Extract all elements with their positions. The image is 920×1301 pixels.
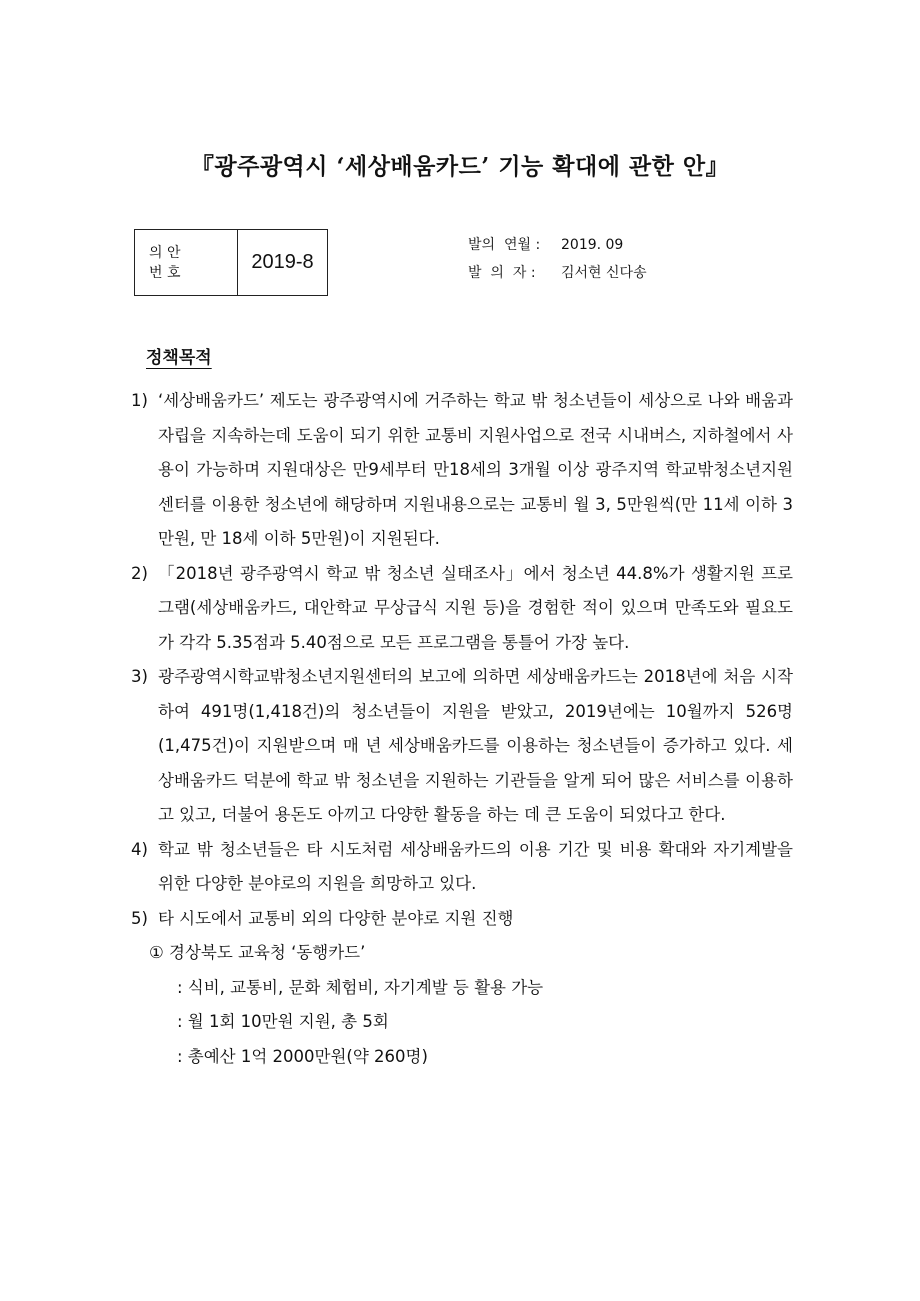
item-text: 타 시도에서 교통비 외의 다양한 분야로 지원 진행 [158,908,514,928]
bill-number-value: 2019-8 [251,251,314,273]
list-item [131,902,793,937]
item-number: 4) [131,839,148,859]
bill-number-label [135,230,238,295]
proposal-date-row [468,231,647,259]
list-item [131,384,793,557]
sub-item-detail: : 총예산 1억 2000만원(약 260명) [177,1046,428,1066]
proposer-value: 김서현 신다송 [561,265,647,281]
item-number: 5) [131,908,148,928]
list-item [131,557,793,661]
proposal-meta [468,231,647,287]
section-heading: 정책목적 [146,348,212,368]
item-number: 3) [131,667,148,686]
sub-item-detail: : 월 1회 10만원 지원, 총 5회 [177,1012,389,1031]
proposer-row [468,259,647,287]
proposal-date-value: 2019. 09 [561,237,624,253]
item-number: 2) [131,563,148,583]
policy-purpose-list [131,384,793,1074]
bill-label-line1: 의 안 [149,244,181,261]
sub-item-detail: : 식비, 교통비, 문화 체험비, 자기계발 등 활용 가능 [177,977,544,997]
item-text: 「2018년 광주광역시 학교 밖 청소년 실태조사」에서 청소년 44.8%가 생활지원 프로그램(세상배움카드, 대안학교 무상급식 지원 등)을 경험한 적이 있으며 만족도와 필요도가 각각 5.35점과 5.40점으로 모든 프로그램을 통틀어 가장 높다. [158,563,793,652]
bill-number-box [134,229,328,296]
bill-label-line2: 번 호 [149,264,181,281]
sub-item-heading: ① 경상북도 교육청 ‘동행카드’ [149,943,366,962]
proposer-label: 발 의 자 : [468,265,536,281]
list-item [131,833,793,902]
document-title: 『광주광역시 ‘세상배움카드’ 기능 확대에 관한 안』 [190,153,730,180]
proposal-date-label: 발의 연월 : [468,237,541,253]
item-text: ‘세상배움카드’ 제도는 광주광역시에 거주하는 학교 밖 청소년들이 세상으로 나와 배움과 자립을 지속하는데 도움이 되기 위한 교통비 지원사업으로 전국 시내버스, 지하철에서 사용이 가능하며 지원대상은 만9세부터 만18세의 3개월 이상 광주지역 학교밖청소년지원센터를 이용한 청소년에 해당하며 지원내용으로는 교통비 월 3, 5만원씩(만 11세 이하 3만원, 만 18세 이하 5만원)이 지원된다. [158,391,793,548]
item-number: 1) [131,391,148,410]
item-text: 학교 밖 청소년들은 타 시도처럼 세상배움카드의 이용 기간 및 비용 확대와 자기계발을 위한 다양한 분야로의 지원을 희망하고 있다. [158,839,793,893]
item-text: 광주광역시학교밖청소년지원센터의 보고에 의하면 세상배움카드는 2018년에 처음 시작하여 491명(1,418건)의 청소년들이 지원을 받았고, 2019년에는 10월까지 526명(1,475건)이 지원받으며 매 년 세상배움카드를 이용하는 청소년들이 증가하고 있다. 세상배움카드 덕분에 학교 밖 청소년을 지원하는 기관들을 알게 되어 많은 서비스를 이용하고 있고, 더불어 용돈도 아끼고 다양한 활동을 하는 데 큰 도움이 되었다고 한다. [158,667,793,824]
list-item [131,660,793,833]
